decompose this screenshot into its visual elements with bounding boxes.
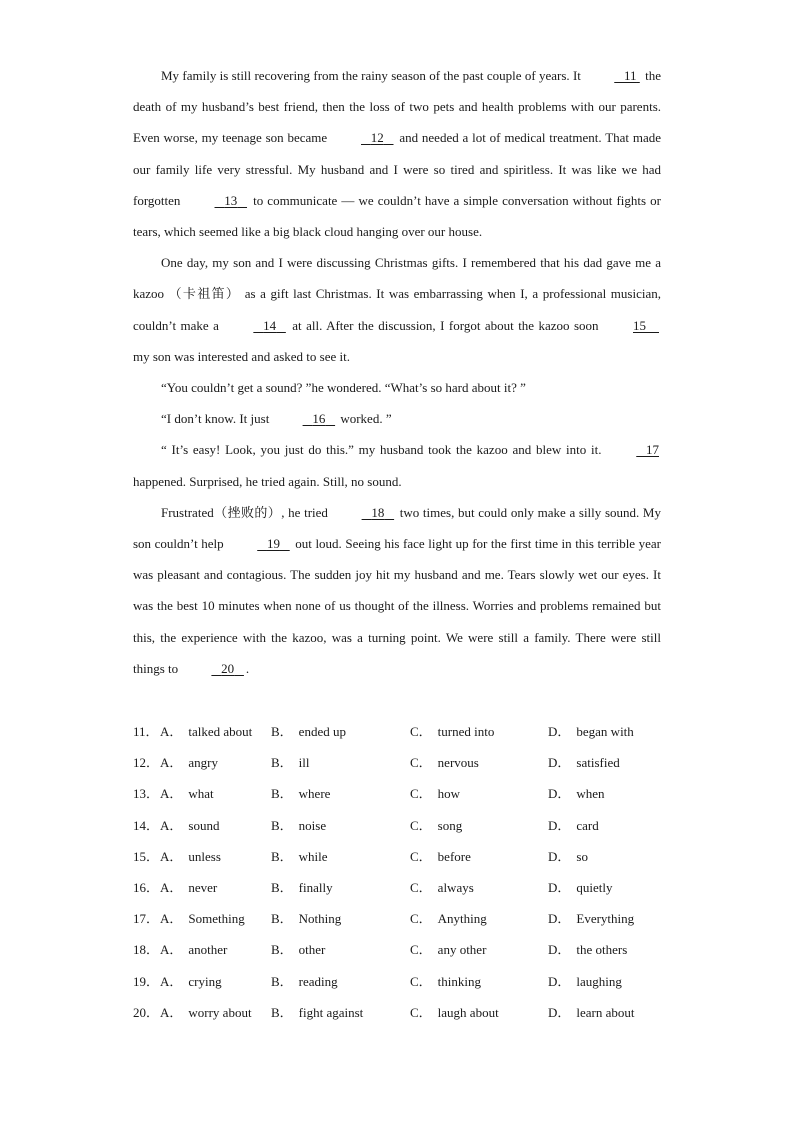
option-text: song xyxy=(437,817,463,833)
option-letter: A． xyxy=(160,973,183,989)
question-row xyxy=(133,841,673,872)
option-a xyxy=(160,810,219,841)
option-letter: B． xyxy=(271,848,293,864)
option-letter: D． xyxy=(548,724,571,739)
option-d xyxy=(548,747,620,778)
option-b xyxy=(271,716,346,747)
option-d xyxy=(548,716,634,747)
option-letter: C． xyxy=(410,848,432,864)
passage-text: to communicate — we couldn’t have a simple conversation without fights or tears, which seemed like a big black cloud hanging over our house. xyxy=(133,192,662,240)
option-letter: B． xyxy=(271,724,293,739)
passage-text: worked. ” xyxy=(337,411,392,427)
option-letter: C． xyxy=(410,942,432,958)
option-c xyxy=(410,841,471,872)
option-letter: D． xyxy=(548,848,571,864)
blank-13: 13 xyxy=(224,192,238,208)
option-d xyxy=(548,966,622,997)
option-letter: A． xyxy=(160,1004,183,1020)
option-letter: C． xyxy=(410,817,432,833)
question-number: 12． xyxy=(133,755,160,771)
option-letter: C． xyxy=(410,724,432,739)
option-letter: D． xyxy=(548,911,571,927)
passage-text: my son was interested and asked to see it. xyxy=(133,348,350,364)
option-text: another xyxy=(188,942,228,958)
passage-text: “You couldn’t get a sound? ”he wondered. “What’s so hard about it? ” xyxy=(161,380,526,396)
paragraph-6 xyxy=(133,497,661,684)
passage-text: “I don’t know. It just xyxy=(161,411,273,427)
option-text: while xyxy=(298,848,328,864)
option-text: laughing xyxy=(576,973,622,989)
option-text: fight against xyxy=(298,1004,364,1020)
option-c xyxy=(410,778,460,809)
blank-12: 12 xyxy=(370,130,384,146)
question-row xyxy=(133,966,673,997)
option-text: the others xyxy=(576,942,628,958)
passage-text: at all. After the discussion, I forgot about the kazoo soon xyxy=(287,317,603,333)
option-d xyxy=(548,778,605,809)
passage-text: the death of my husband’s best friend, then the loss of two pets and health problems with our parents. Even worse, my teenage son became xyxy=(133,68,661,146)
option-d xyxy=(548,934,627,965)
option-text: learn about xyxy=(576,1004,635,1020)
question-row xyxy=(133,778,673,809)
option-letter: D． xyxy=(548,786,571,802)
option-text: so xyxy=(576,848,588,864)
option-c xyxy=(410,716,494,747)
cloze-passage xyxy=(133,60,661,684)
option-letter: B． xyxy=(271,879,293,895)
option-text: finally xyxy=(298,879,333,895)
option-a xyxy=(160,747,218,778)
option-text: where xyxy=(298,786,331,802)
question-row xyxy=(133,997,673,1028)
answer-options xyxy=(133,716,673,1028)
option-text: worry about xyxy=(188,1004,252,1020)
option-text: nervous xyxy=(437,755,479,771)
paragraph-4 xyxy=(133,403,661,434)
option-letter: A． xyxy=(160,786,183,802)
blank-15: 15 xyxy=(633,317,646,333)
paragraph-2 xyxy=(133,247,661,372)
option-text: never xyxy=(188,879,218,895)
option-text: angry xyxy=(188,755,218,771)
option-a xyxy=(160,934,227,965)
passage-text: My family is still recovering from the rainy season of the past couple of years. It xyxy=(161,68,585,83)
option-a xyxy=(160,966,222,997)
option-a xyxy=(160,872,217,903)
option-letter: B． xyxy=(271,1004,293,1020)
option-letter: B． xyxy=(271,755,293,771)
option-b xyxy=(271,966,338,997)
question-number: 11． xyxy=(133,724,159,739)
option-a xyxy=(160,841,221,872)
option-text: other xyxy=(298,942,326,958)
option-text: always xyxy=(437,879,474,895)
option-text: began with xyxy=(576,724,634,739)
passage-text: two times, but could only make a silly sound. My son couldn’t help xyxy=(133,504,661,552)
option-letter: A． xyxy=(160,724,183,739)
option-c xyxy=(410,997,499,1028)
option-letter: B． xyxy=(271,817,293,833)
option-a xyxy=(160,778,214,809)
option-d xyxy=(548,810,599,841)
option-d xyxy=(548,872,613,903)
question-number: 14． xyxy=(133,817,160,833)
question-number: 15． xyxy=(133,848,160,864)
option-text: turned into xyxy=(437,724,495,739)
option-c xyxy=(410,747,479,778)
option-letter: B． xyxy=(271,942,293,958)
option-letter: D． xyxy=(548,879,571,895)
option-text: when xyxy=(576,786,605,802)
option-text: Anything xyxy=(437,911,487,927)
passage-text: “ It’s easy! Look, you just do this.” my husband took the kazoo and blew into it. xyxy=(161,442,607,458)
option-c xyxy=(410,872,474,903)
option-b xyxy=(271,872,333,903)
question-number: 17． xyxy=(133,911,160,927)
option-text: card xyxy=(576,817,599,833)
option-b xyxy=(271,747,310,778)
passage-text: happened. Surprised, he tried again. Still, no sound. xyxy=(133,473,402,489)
blank-11: 11 xyxy=(624,68,637,83)
option-text: satisfied xyxy=(576,755,620,771)
option-text: what xyxy=(188,786,214,802)
option-c xyxy=(410,903,487,934)
option-letter: A． xyxy=(160,879,183,895)
question-number: 13． xyxy=(133,786,160,802)
option-b xyxy=(271,810,326,841)
option-text: laugh about xyxy=(437,1004,499,1020)
option-letter: C． xyxy=(410,911,432,927)
option-b xyxy=(271,778,330,809)
blank-16: 16 xyxy=(312,411,326,427)
paragraph-5 xyxy=(133,434,661,496)
option-letter: C． xyxy=(410,1004,432,1020)
option-d xyxy=(548,841,588,872)
question-row xyxy=(133,872,673,903)
question-row xyxy=(133,934,673,965)
blank-17: 17 xyxy=(646,442,659,458)
question-row xyxy=(133,903,673,934)
option-letter: A． xyxy=(160,848,183,864)
option-text: ill xyxy=(298,755,310,771)
option-text: Everything xyxy=(576,911,635,927)
option-letter: A． xyxy=(160,942,183,958)
option-text: reading xyxy=(298,973,338,989)
option-text: before xyxy=(437,848,471,864)
option-text: talked about xyxy=(188,724,253,739)
option-letter: C． xyxy=(410,879,432,895)
option-a xyxy=(160,997,252,1028)
option-text: quietly xyxy=(576,879,613,895)
option-c xyxy=(410,810,462,841)
option-letter: D． xyxy=(548,1004,571,1020)
option-text: noise xyxy=(298,817,327,833)
option-letter: C． xyxy=(410,786,432,802)
option-letter: A． xyxy=(160,817,183,833)
question-row xyxy=(133,747,673,778)
option-b xyxy=(271,934,325,965)
option-text: crying xyxy=(188,973,222,989)
option-letter: D． xyxy=(548,942,571,958)
option-text: ended up xyxy=(298,724,346,739)
question-row xyxy=(133,810,673,841)
option-text: how xyxy=(437,786,461,802)
passage-text: Frustrated（挫败的）, he tried xyxy=(161,504,332,520)
option-letter: D． xyxy=(548,817,571,833)
option-d xyxy=(548,997,635,1028)
option-letter: C． xyxy=(410,973,432,989)
question-number: 18． xyxy=(133,942,160,958)
option-b xyxy=(271,841,328,872)
option-text: unless xyxy=(188,848,221,864)
question-number: 16． xyxy=(133,879,160,895)
question-number: 20． xyxy=(133,1004,160,1020)
question-row xyxy=(133,716,673,747)
option-letter: A． xyxy=(160,911,183,927)
option-letter: C． xyxy=(410,755,432,771)
blank-18: 18 xyxy=(371,504,385,520)
option-letter: B． xyxy=(271,786,293,802)
paragraph-1 xyxy=(133,60,661,247)
passage-text: . xyxy=(245,660,250,676)
blank-20: 20 xyxy=(221,660,235,676)
option-letter: B． xyxy=(271,911,293,927)
option-d xyxy=(548,903,634,934)
paragraph-3 xyxy=(133,372,661,403)
option-text: any other xyxy=(437,942,487,958)
passage-text: and needed a lot of medical treatment. That made our family life very stressful. My husband and I were so tired and spiritless. It was like we had forgotten xyxy=(133,130,662,208)
option-a xyxy=(160,716,252,747)
option-letter: D． xyxy=(548,973,571,989)
question-number: 19． xyxy=(133,973,160,989)
option-c xyxy=(410,934,486,965)
option-a xyxy=(160,903,245,934)
option-text: sound xyxy=(188,817,220,833)
blank-14: 14 xyxy=(263,317,277,333)
option-c xyxy=(410,966,481,997)
option-letter: A． xyxy=(160,755,183,771)
passage-text: out loud. Seeing his face light up for the first time in this terrible year was pleasant and contagious. The sudden joy hit my husband and me. Tears slowly wet our eyes. It was the best 10 minutes when none of us thought of the illness. Worries and problems remained but this, the experience with the kazoo, was a turning point. We were still a family. There were still things to xyxy=(133,536,662,676)
option-text: Something xyxy=(188,911,245,927)
option-b xyxy=(271,903,341,934)
option-letter: D． xyxy=(548,755,571,771)
blank-19: 19 xyxy=(266,536,280,552)
option-text: Nothing xyxy=(298,911,342,927)
option-text: thinking xyxy=(437,973,482,989)
option-letter: B． xyxy=(271,973,293,989)
option-b xyxy=(271,997,363,1028)
passage-text: One day, my son and I were discussing Christmas gifts. I remembered that his dad gave me a kazoo （卡祖笛） as a gift last Christmas. It was embarrassing when I, a professional musician, couldn’t make a xyxy=(133,255,661,333)
